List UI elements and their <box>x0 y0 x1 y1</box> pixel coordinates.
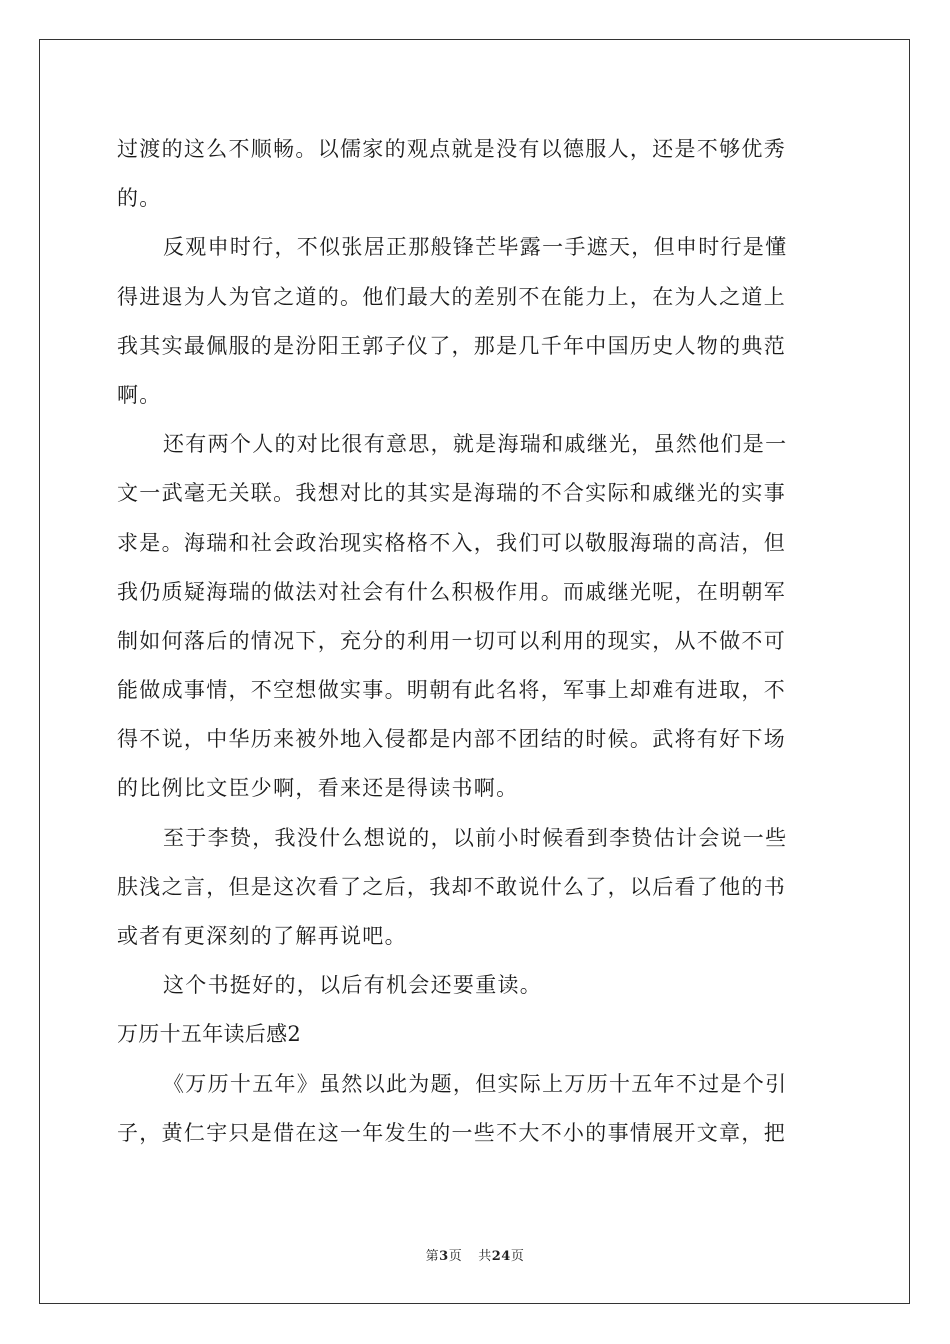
total-suffix: 页 <box>510 1249 525 1264</box>
text-line: 能做成事情，不空想做实事。明朝有此名将，军事上却难有进取，不 <box>117 678 786 703</box>
text-line: 我仍质疑海瑞的做法对社会有什么积极作用。而戚继光呢，在明朝军 <box>117 579 786 604</box>
text-line: 或者有更深刻的了解再说吧。 <box>117 924 407 948</box>
paragraph-start: 还有两个人的对比很有意思，就是海瑞和戚继光，虽然他们是一 <box>163 432 788 457</box>
text-line: 的。 <box>117 186 162 211</box>
text-line: 的比例比文臣少啊，看来还是得读书啊。 <box>117 776 519 801</box>
text-line: 子，黄仁宇只是借在这一年发生的一些不大不小的事情展开文章，把 <box>117 1120 786 1145</box>
page-number: 3 <box>439 1249 449 1264</box>
total-prefix: 共 <box>478 1249 492 1264</box>
paragraph-start: 这个书挺好的，以后有机会还要重读。 <box>163 973 543 998</box>
text-line: 求是。海瑞和社会政治现实格格不入，我们可以敬服海瑞的高洁，但 <box>117 530 786 555</box>
document-body <box>117 125 835 1158</box>
paragraph-start: 反观申时行，不似张居正那般锋芒毕露一手遮天，但申时行是懂 <box>163 235 788 260</box>
page-prefix: 第 <box>425 1249 440 1264</box>
text-line: 文一武毫无关联。我想对比的其实是海瑞的不合实际和戚继光的实事 <box>117 481 786 506</box>
page-footer <box>0 1245 950 1264</box>
text-line: 得进退为人为官之道的。他们最大的差别不在能力上，在为人之道上 <box>117 284 786 309</box>
text-line: 我其实最佩服的是汾阳王郭子仪了，那是几千年中国历史人物的典范 <box>117 333 786 358</box>
text-line: 得不说，中华历来被外地入侵都是内部不团结的时候。武将有好下场 <box>117 727 786 752</box>
section-heading: 万历十五年读后感2 <box>117 1022 302 1047</box>
text-line: 制如何落后的情况下，充分的利用一切可以利用的现实，从不做不可 <box>117 628 786 653</box>
page-suffix: 页 <box>448 1249 463 1264</box>
total-pages: 24 <box>491 1249 511 1264</box>
text-line: 过渡的这么不顺畅。以儒家的观点就是没有以德服人，还是不够优秀 <box>117 137 786 161</box>
text-line: 肤浅之言，但是这次看了之后，我却不敢说什么了，以后看了他的书 <box>117 874 786 899</box>
text-line: 啊。 <box>117 382 162 407</box>
paragraph-start: 至于李贽，我没什么想说的，以前小时候看到李贽估计会说一些 <box>163 825 788 850</box>
paragraph-start: 《万历十五年》虽然以此为题，但实际上万历十五年不过是个引 <box>163 1071 788 1096</box>
